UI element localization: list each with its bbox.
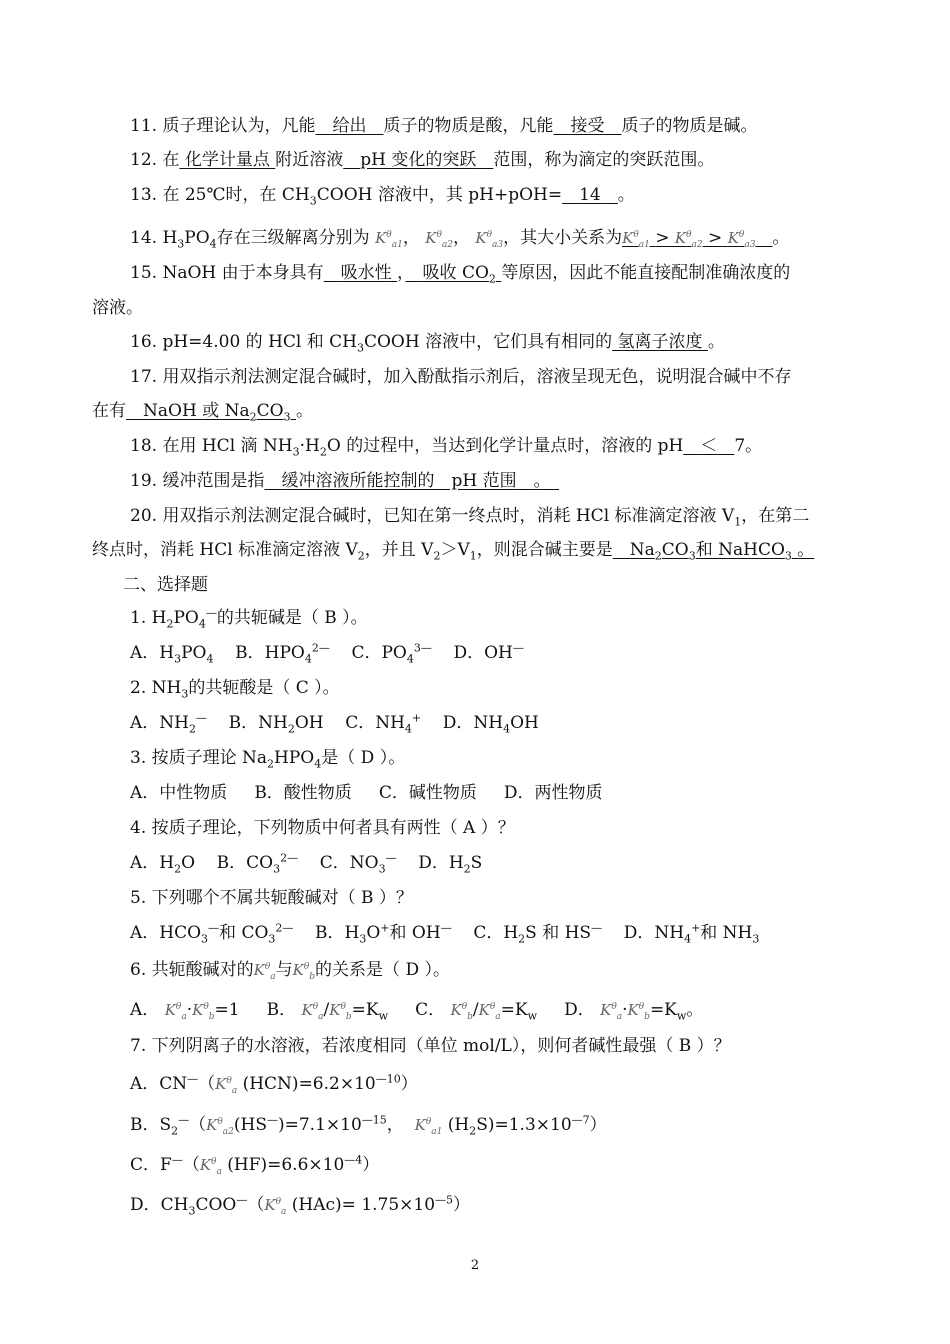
mc-question-3: 3. 按质子理论 $Na_2HPO_4$是（ D ）。	[130, 748, 406, 771]
answer-blank: $K^\theta_{a1} > K^\theta_{a2} > K^\theta_{a3}$	[622, 228, 756, 250]
answer-blank: 缓冲溶液所能控制的 pH 范围 。	[281, 471, 543, 491]
question-13: 13. 在 25℃时，在 $CH_3COOH$ 溶液中，其 pH+pOH= 14 。	[130, 185, 635, 208]
mc-question-7: 7. 下列阴离子的水溶液，若浓度相同（单位 mol/L），则何者碱性最强（ B ）？	[130, 1036, 731, 1056]
mc-option-7a: A．$CN^—(K^\theta_a$ $(HCN)=6.2\times 10^{—10}$）	[130, 1072, 418, 1096]
answer-blank: 化学计量点	[184, 150, 270, 170]
ka1-symbol: $K^\theta_{a1}$	[375, 229, 403, 250]
answer-blank: pH 变化的突跃	[360, 150, 477, 170]
answer-blank: 给出	[332, 116, 367, 136]
question-19: 19. 缓冲范围是指 缓冲溶液所能控制的 pH 范围 。	[130, 473, 858, 490]
answer-blank: $Na_2CO_3$和 NaHCO$_3$ 。	[629, 540, 815, 563]
page-number: 2	[470, 1258, 480, 1273]
mc-options-2: A．$NH_2^—$ B．$NH_2OH$ C．$NH_4^+$ D．$NH_4OH$	[130, 711, 539, 736]
question-14: 14. $H_3PO_4$存在三级解离分别为 $K^\theta_{a1}$， $K^\theta_{a2}$， $K^\theta_{a3}$，其大小关系为$K^\theta_{a1} > K^\theta_{a2} > K^\theta_{a3}$ 。	[130, 228, 790, 251]
question-15-cont: 溶液。	[92, 298, 143, 318]
mc-question-1: 1. $H_2PO_4^—$的共轭碱是（ B ）。	[130, 606, 368, 631]
mc-option-7d: D．$CH_3COO^—(K^\theta_a$ $(HAc)= 1.75\times 10^{—5}$）	[130, 1193, 471, 1218]
answer-blank: 氢离子浓度	[617, 332, 703, 352]
mc-options-5: A．$HCO_3^—$和 $CO_3^{2—}$ B．$H_3O^+$和 OH— C．$H_2S$ 和 HS— D．$NH_4^+$和 $NH_3$	[130, 921, 760, 946]
mc-question-4: 4. 按质子理论，下列物质中何者具有两性（ A ）？	[130, 818, 515, 838]
question-20-cont: 终点时，消耗 HCl 标准滴定溶液 $V_2$，并且 $V_2>V_1$，则混合碱主要是 $Na_2CO_3$和 NaHCO$_3$ 。	[92, 540, 815, 563]
question-18: 18. 在用 HCl 滴 $NH_3\cdot H_2O$ 的过程中，当达到化学计量点时，溶液的 pH ＜ 7。	[130, 436, 763, 459]
mc-question-6: 6. 共轭酸碱对的$K^\theta_a$与$K^\theta_b$的关系是（ D ）。	[130, 960, 450, 982]
mc-options-6: A． $K^\theta_a\cdot K^\theta_b=1$ B． $K^\theta_a/K^\theta_b=K_w$ C． $K^\theta_b/K^\theta_a=K_w$ D． $K^\theta_a\cdot K^\theta_b=K_w$。	[130, 1000, 704, 1023]
answer-blank: 吸收 $CO_2$	[422, 263, 496, 286]
answer-blank: 14	[579, 185, 601, 205]
mc-options-1: A．$H_3PO_4$ B．$HPO_4^{2—}$ C．$PO_4^{3—}$ D．OH—	[130, 641, 524, 666]
question-11: 11. 质子理论认为，凡能 给出 质子的物质是酸，凡能 接受 质子的物质是碱。	[130, 116, 758, 136]
mc-question-2: 2. $NH_3$的共轭酸是（ C ）。	[130, 678, 340, 701]
answer-blank: ＜	[700, 436, 718, 456]
mc-options-4: A．$H_2O$ B．$CO_3^{2—}$ C．$NO_3^—$ D．$H_2S$	[130, 851, 483, 876]
mc-question-5: 5. 下列哪个不属共轭酸碱对（ B ）？	[130, 888, 413, 908]
question-12: 12. 在 化学计量点 附近溶液 pH 变化的突跃 范围，称为滴定的突跃范围。	[130, 150, 715, 170]
section-title: 二、选择题	[123, 575, 208, 595]
question-17-cont: 在有 NaOH 或 $Na_2CO_3$ 。	[92, 401, 313, 424]
mc-options-3: A．中性物质 B．酸性物质 C．碱性物质 D．两性物质	[130, 783, 603, 803]
answer-blank: NaOH 或 $Na_2CO_3$	[143, 401, 291, 424]
answer-blank: 吸水性	[340, 263, 392, 283]
ka2-symbol: $K^\theta_{a2}$	[425, 229, 453, 250]
ka3-symbol: $K^\theta_{a3}$	[475, 229, 504, 250]
question-20: 20. 用双指示剂法测定混合碱时，已知在第一终点时，消耗 HCl 标准滴定溶液 $V_1$，在第二	[130, 506, 810, 529]
mc-option-7b: B．$S_2^—(K^\theta_{a2}(HS^—)=7.1\times 10^{—15}$， $K^\theta_{a1}$ $(H_2S)=1.3\times 10^{—7}$）	[130, 1113, 607, 1138]
question-15: 15. NaOH 由于本身具有 吸水性 ， 吸收 $CO_2$ 等原因，因此不能直接配制准确浓度的	[130, 263, 791, 286]
question-17: 17. 用双指示剂法测定混合碱时，加入酚酞指示剂后，溶液呈现无色，说明混合碱中不存	[130, 367, 792, 387]
mc-option-7c: C．$F^—(K^\theta_a$ $(HF)=6.6\times 10^{—4}$）	[130, 1153, 380, 1177]
answer-blank: 接受	[570, 116, 605, 136]
question-16: 16. pH=4.00 的 HCl 和 $CH_3COOH$ 溶液中，它们具有相同的 氢离子浓度 。	[130, 332, 725, 355]
